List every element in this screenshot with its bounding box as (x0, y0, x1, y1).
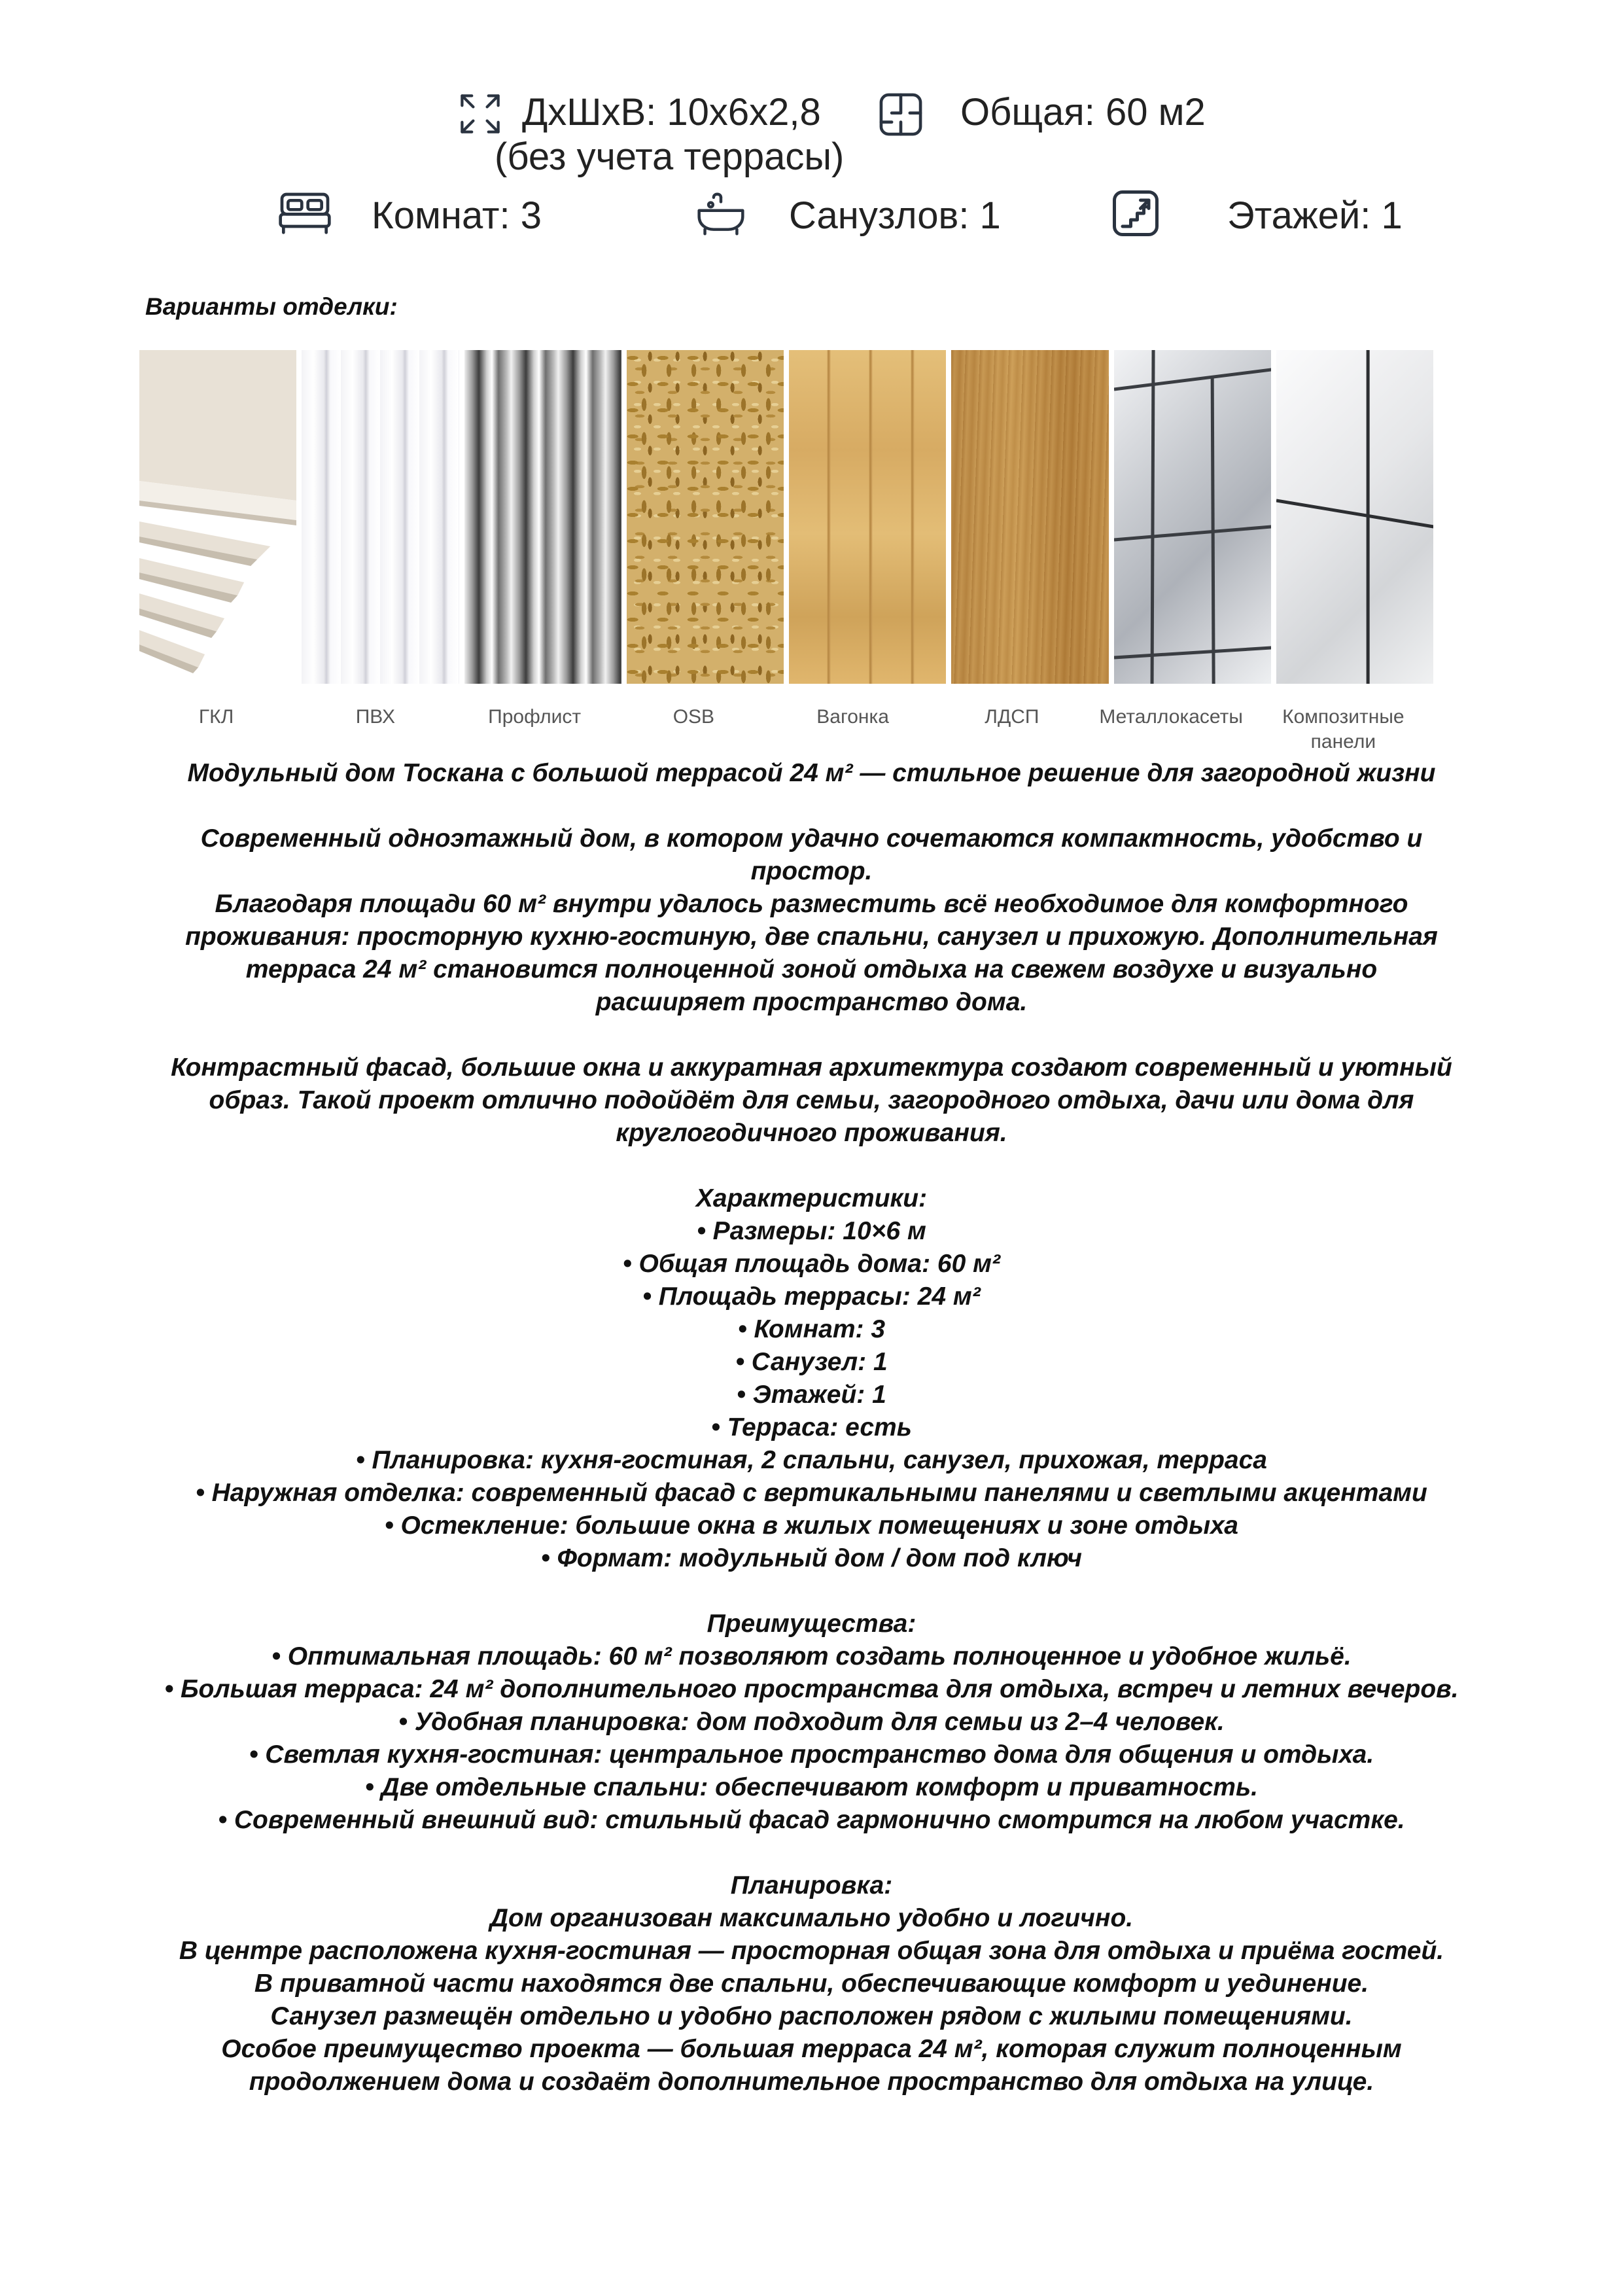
finish-swatches (139, 350, 1433, 684)
description-line: • Две отдельные спальни: обеспечивают комфорт и приватность. (365, 1773, 1258, 1801)
description-line: Модульный дом Тоскана с большой террасой 24 м² — стильное решение для загородной жизни (187, 759, 1436, 787)
description-line: Благодаря площади 60 м² внутри удалось разместить всё необходимое для комфортного (215, 890, 1408, 918)
description-line: Особое преимущество проекта — большая терраса 24 м², которая служит полноценным (221, 2035, 1402, 2063)
bathrooms-value: Санузлов: 1 (789, 194, 1001, 237)
swatch-proflist (464, 350, 621, 684)
paragraph-gap (79, 1019, 1544, 1051)
stairs-icon (1109, 187, 1162, 239)
description-line: продолжением дома и создаёт дополнительное пространство для отдыха на улице. (249, 2068, 1374, 2096)
finish-label: ПВХ (355, 706, 395, 728)
finishes-heading: Варианты отделки: (145, 293, 398, 320)
description-line: • Современный внешний вид: стильный фасад гармонично смотрится на любом участке. (218, 1806, 1405, 1834)
description-line: • Планировка: кухня-гостиная, 2 спальни, санузел, прихожая, терраса (355, 1446, 1267, 1474)
swatch-gkl (139, 350, 296, 684)
description-line: • Формат: модульный дом / дом под ключ (540, 1544, 1083, 1572)
paragraph-gap (79, 1837, 1544, 1869)
description-line: • Площадь террасы: 24 м² (642, 1282, 981, 1311)
description-line: круглогодичного проживания. (616, 1119, 1007, 1147)
swatch-metal-cassettes (1114, 350, 1271, 684)
paragraph-gap (79, 790, 1544, 822)
finish-label: Композитные панели (1282, 706, 1405, 752)
floors-value: Этажей: 1 (1227, 194, 1403, 237)
description-line: Санузел размещён отдельно и удобно расположен рядом с жилыми помещениями. (270, 2002, 1353, 2030)
description-line: • Оптимальная площадь: 60 м² позволяют создать полноценное и удобное жильё. (271, 1642, 1352, 1670)
description-line: • Большая терраса: 24 м² дополнительного пространства для отдыха, встреч и летних вечеров. (164, 1675, 1459, 1703)
description-line: Дом организован максимально удобно и логично. (489, 1904, 1134, 1932)
description-line: • Комнат: 3 (737, 1315, 886, 1343)
swatch-ldsp (951, 350, 1108, 684)
swatch-composite-panels (1276, 350, 1433, 684)
description-line: Контрастный фасад, большие окна и аккуратная архитектура создают современный и уютный (171, 1053, 1452, 1082)
description-line: Планировка: (730, 1871, 893, 1899)
floor-plan-icon (877, 90, 925, 139)
bathtub-icon (695, 188, 747, 236)
bed-icon (277, 190, 332, 236)
finish-label: OSB (672, 706, 715, 728)
description-line: • Размеры: 10×6 м (697, 1217, 926, 1245)
finish-label: Вагонка (816, 706, 889, 728)
description-line: • Остекление: большие окна в жилых помещениях и зоне отдыха (385, 1511, 1238, 1540)
expand-arrows-icon (458, 92, 502, 136)
rooms-value: Комнат: 3 (372, 194, 542, 237)
swatch-vagonka (789, 350, 946, 684)
swatch-osb (627, 350, 784, 684)
description-line: Характеристики: (695, 1184, 928, 1212)
description-line: Преимущества: (707, 1610, 916, 1638)
description-line: • Наружная отделка: современный фасад с вертикальными панелями и светлыми акцентами (196, 1479, 1427, 1507)
description-line: • Терраса: есть (711, 1413, 912, 1441)
description-line: образ. Такой проект отлично подойдёт для семьи, загородного отдыха, дачи или дома для (209, 1086, 1414, 1114)
description-line: В приватной части находятся две спальни, обеспечивающие комфорт и уединение. (254, 1969, 1369, 1998)
description-line: • Удобная планировка: дом подходит для семьи из 2–4 человек. (398, 1708, 1225, 1736)
description-line: проживания: просторную кухню-гостиную, две спальни, санузел и прихожую. Дополнительная (185, 923, 1438, 951)
description-line: • Светлая кухня-гостиная: центральное пространство дома для общения и отдыха. (249, 1740, 1374, 1769)
description-line: • Этажей: 1 (737, 1381, 886, 1409)
description-line: В центре расположена кухня-гостиная — просторная общая зона для отдыха и приёма гостей. (179, 1937, 1444, 1965)
paragraph-gap (79, 1150, 1544, 1182)
product-description (79, 757, 1544, 2098)
description-line: простор. (750, 857, 873, 885)
description-line: терраса 24 м² становится полноценной зоной отдыха на свежем воздухе и визуально (245, 955, 1378, 983)
finish-label: ЛДСП (985, 706, 1039, 728)
description-line: • Общая площадь дома: 60 м² (623, 1250, 1000, 1278)
finish-label: Металлокасеты (1099, 706, 1243, 728)
area-value: Общая: 60 м2 (960, 91, 1206, 133)
finish-labels (139, 705, 1433, 754)
dimensions-value: ДхШхВ: 10х6х2,8 (522, 91, 821, 133)
dimensions-note: (без учета террасы) (495, 135, 845, 178)
swatch-pvh (302, 350, 459, 684)
paragraph-gap (79, 1575, 1544, 1608)
description-line: • Санузел: 1 (735, 1348, 888, 1376)
finish-label: Профлист (488, 706, 582, 728)
description-line: Современный одноэтажный дом, в котором удачно сочетаются компактность, удобство и (200, 824, 1423, 853)
description-line: расширяет пространство дома. (595, 988, 1028, 1016)
finish-label: ГКЛ (198, 706, 234, 728)
